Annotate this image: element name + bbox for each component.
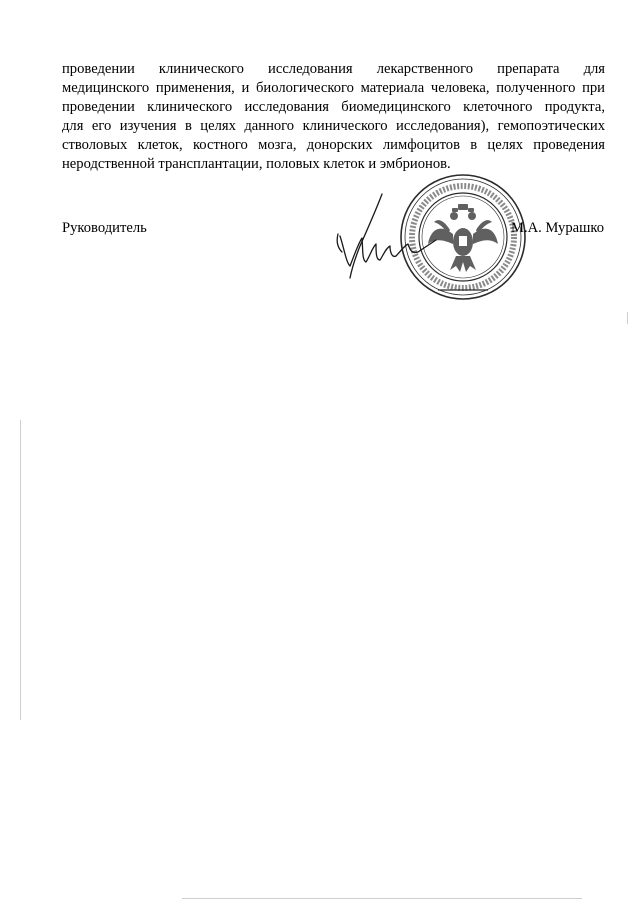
signature-role: Руководитель <box>62 220 147 236</box>
body-paragraph <box>62 60 605 174</box>
signature-name: М.А. Мурашко <box>510 220 604 236</box>
paragraph-line-1: проведении клинического исследования лекарственного препарата для <box>62 61 605 77</box>
paragraph-line-2: медицинского применения, и биологического материала человека, полученного при <box>62 80 605 96</box>
paragraph-line-5: стволовых клеток, костного мозга, донорских лимфоцитов в целях проведения <box>62 137 605 153</box>
paragraph-line-3: проведении клинического исследования биомедицинского клеточного продукта, <box>62 99 605 115</box>
scan-artifact-line <box>627 312 628 324</box>
paragraph-line-4: для его изучения в целях данного клинического исследования), гемопоэтических <box>62 118 605 134</box>
paragraph-line-6: неродственной трансплантации, половых клеток и эмбрионов. <box>62 156 451 172</box>
scan-artifact-line <box>182 898 582 899</box>
handwritten-signature-icon <box>332 190 442 285</box>
scan-artifact-line <box>20 420 21 720</box>
